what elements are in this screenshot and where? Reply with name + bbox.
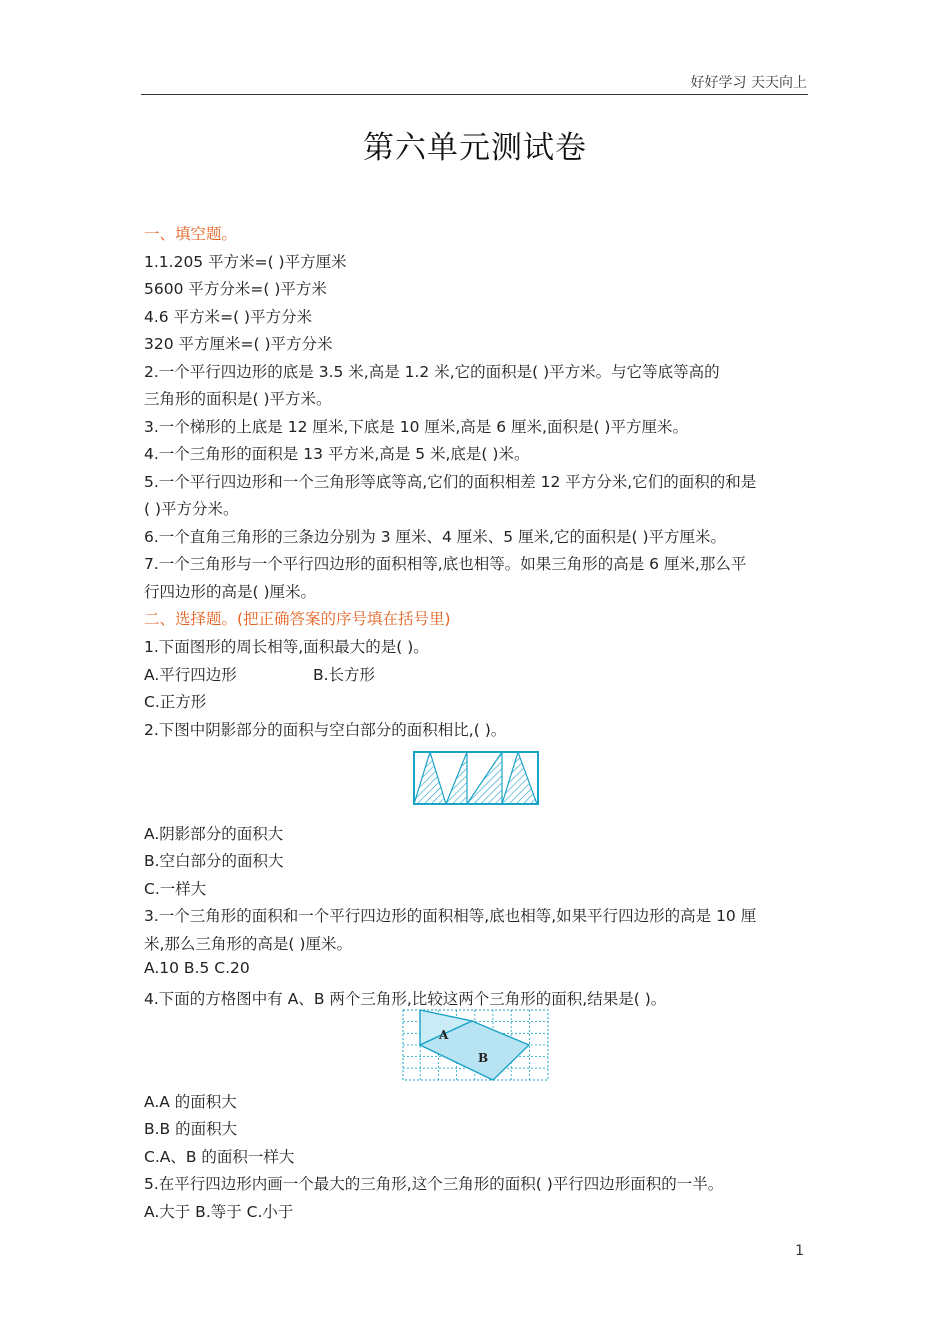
fill-line: 3.一个梯形的上底是 12 厘米,下底是 10 厘米,高是 6 厘米,面积是( )平方厘米。 xyxy=(144,418,688,436)
fill-line: 6.一个直角三角形的三条边分别为 3 厘米、4 厘米、5 厘米,它的面积是( )平方厘米。 xyxy=(144,528,727,546)
shaded-triangle xyxy=(446,752,467,804)
option-b: B.空白部分的面积大 xyxy=(144,852,284,870)
options-row: A.大于 B.等于 C.小于 xyxy=(144,1203,294,1221)
option-a: A.平行四边形 xyxy=(144,666,237,684)
label-a: A xyxy=(439,1028,449,1042)
header-motto: 好好学习 天天向上 xyxy=(690,75,807,91)
question-3: 3.一个三角形的面积和一个平行四边形的面积相等,底也相等,如果平行四边形的高是 10 厘 xyxy=(144,907,757,925)
fill-line: 行四边形的高是( )厘米。 xyxy=(144,583,317,601)
section2-heading: 二、选择题。(把正确答案的序号填在括号里) xyxy=(144,610,451,628)
shaded-triangle xyxy=(467,752,502,804)
header-rule xyxy=(141,94,808,95)
shaded-triangle xyxy=(502,752,537,804)
shaded-rectangle-figure xyxy=(413,751,539,805)
option-c: C.正方形 xyxy=(144,693,207,711)
page-title: 第六单元测试卷 xyxy=(363,130,587,166)
question-1: 1.下面图形的周长相等,面积最大的是( )。 xyxy=(144,638,429,656)
option-b: B.B 的面积大 xyxy=(144,1120,238,1138)
option-a: A.A 的面积大 xyxy=(144,1093,237,1111)
fill-line: ( )平方分米。 xyxy=(144,500,239,518)
question-2: 2.下图中阴影部分的面积与空白部分的面积相比,( )。 xyxy=(144,721,507,739)
page-number: 1 xyxy=(795,1243,804,1259)
fill-line: 三角形的面积是( )平方米。 xyxy=(144,390,332,408)
fill-line: 1.1.205 平方米=( )平方厘米 xyxy=(144,253,347,271)
label-b: B xyxy=(478,1051,489,1065)
fill-line: 5.一个平行四边形和一个三角形等底等高,它们的面积相差 12 平方分米,它们的面积的和是 xyxy=(144,473,757,491)
fill-line: 2.一个平行四边形的底是 3.5 米,高是 1.2 米,它的面积是( )平方米。与它等底等高的 xyxy=(144,363,720,381)
option-a: A.阴影部分的面积大 xyxy=(144,825,284,843)
fill-line: 4.一个三角形的面积是 13 平方米,高是 5 米,底是( )米。 xyxy=(144,445,530,463)
option-c: C.A、B 的面积一样大 xyxy=(144,1148,295,1166)
fill-line: 4.6 平方米=( )平方分米 xyxy=(144,308,313,326)
options-row: A.10 B.5 C.20 xyxy=(144,959,250,977)
option-c: C.一样大 xyxy=(144,880,207,898)
fill-line: 320 平方厘米=( )平方分米 xyxy=(144,335,333,353)
option-b: B.长方形 xyxy=(313,666,376,684)
question-5: 5.在平行四边形内画一个最大的三角形,这个三角形的面积( )平行四边形面积的一半。 xyxy=(144,1175,724,1193)
shaded-triangle xyxy=(414,752,446,804)
fill-line: 7.一个三角形与一个平行四边形的面积相等,底也相等。如果三角形的高是 6 厘米,那么平 xyxy=(144,555,747,573)
grid-triangles-figure xyxy=(402,1009,549,1081)
question-4: 4.下面的方格图中有 A、B 两个三角形,比较这两个三角形的面积,结果是( )。 xyxy=(144,990,667,1008)
question-3-cont: 米,那么三角形的高是( )厘米。 xyxy=(144,935,352,953)
fill-line: 5600 平方分米=( )平方米 xyxy=(144,280,327,298)
section1-heading: 一、填空题。 xyxy=(144,225,238,243)
